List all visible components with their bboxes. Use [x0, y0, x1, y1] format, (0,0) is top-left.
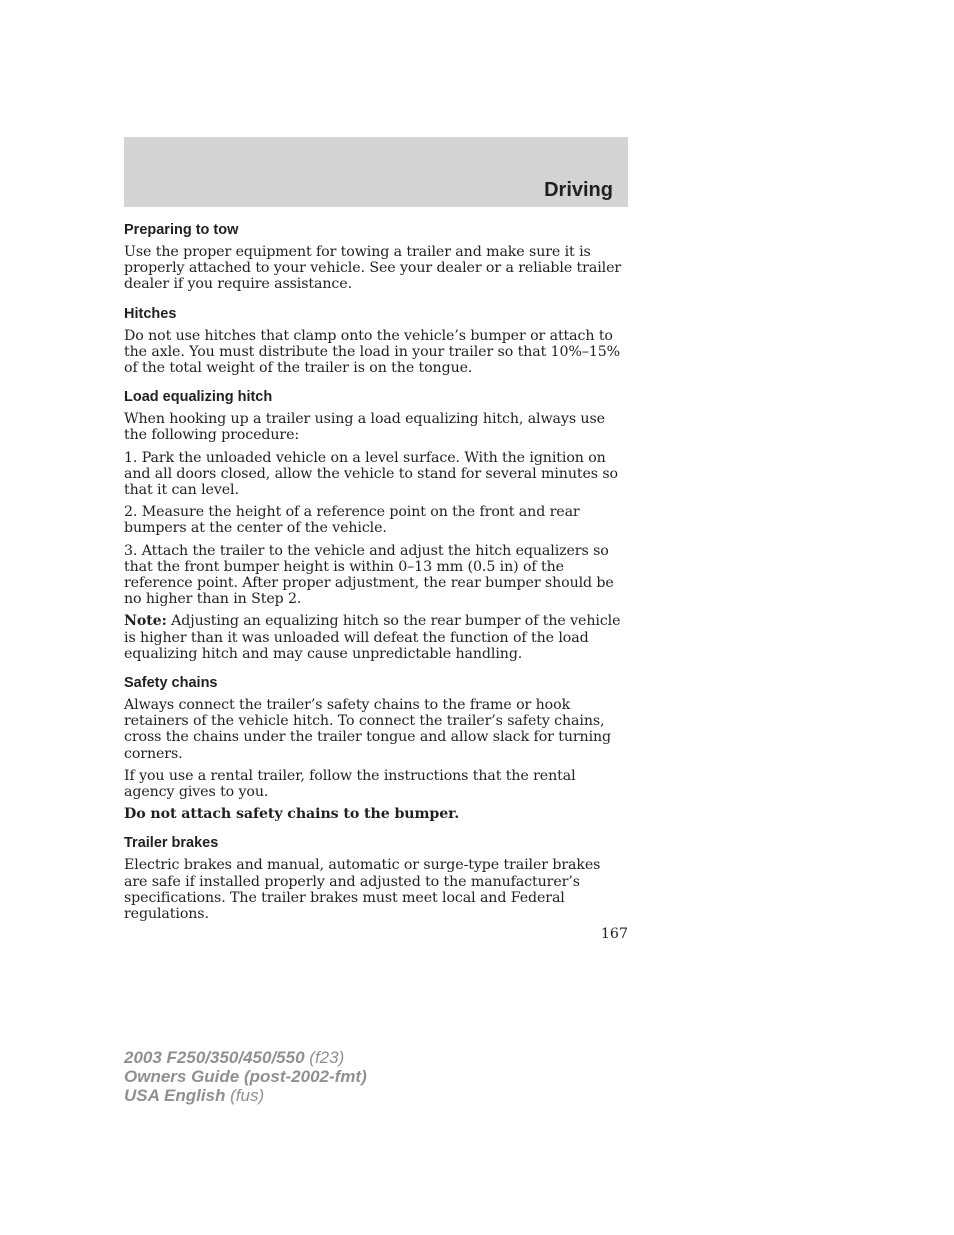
- paragraph: If you use a rental trailer, follow the instructions that the rental agency gives to you.: [124, 767, 576, 801]
- paragraph: Always connect the trailer’s safety chains to the frame or hook retainers of the vehicle hitch. To connect the trailer’s safety chains, cross the chains under the trailer tongue and allow slack for turning corners.: [124, 697, 612, 762]
- section-load-equalizing-hitch: [124, 388, 628, 662]
- heading-trailer-brakes: Trailer brakes: [124, 835, 219, 852]
- step-3: 3. Attach the trailer to the vehicle and adjust the hitch equalizers so that the front bumper height is within 0–13 mm (0.5 in) of the reference point. After proper adjustment, the rear bumper should be no higher than in Step 2.: [124, 542, 614, 608]
- paragraph: Use the proper equipment for towing a trailer and make sure it is properly attached to your vehicle. See your dealer or a reliable trailer dealer if you require assistance.: [124, 244, 622, 293]
- section-preparing-to-tow: [124, 221, 628, 293]
- note-text: Adjusting an equalizing hitch so the rear bumper of the vehicle is higher than it was unloaded will defeat the function of the load equalizing hitch and may cause unpredictable handling.: [124, 613, 621, 662]
- note-label: Note:: [124, 613, 167, 630]
- section-safety-chains: [124, 674, 628, 822]
- page-content: [124, 221, 628, 934]
- warning-text: Do not attach safety chains to the bumper.: [124, 806, 460, 823]
- footer-line-1: 2003 F250/350/450/550 (f23): [124, 1048, 345, 1067]
- heading-load-equalizing-hitch: Load equalizing hitch: [124, 389, 273, 406]
- chapter-title: Driving: [544, 179, 613, 201]
- step-2: 2. Measure the height of a reference point on the front and rear bumpers at the center of the vehicle.: [124, 504, 580, 537]
- paragraph: Electric brakes and manual, automatic or surge-type trailer brakes are safe if installed properly and adjusted to the manufacturer’s specifications. The trailer brakes must meet local and Federal regulations.: [124, 857, 601, 923]
- paragraph: When hooking up a trailer using a load equalizing hitch, always use the following procedure:: [124, 411, 605, 444]
- paragraph: Do not use hitches that clamp onto the vehicle’s bumper or attach to the axle. You must distribute the load in your trailer so that 10%–15% of the total weight of the trailer is on the tongue.: [124, 327, 621, 377]
- section-hitches: [124, 305, 628, 377]
- chapter-header: [124, 137, 628, 207]
- footer-line-3: USA English (fus): [124, 1086, 265, 1105]
- note: [124, 613, 628, 662]
- heading-safety-chains: Safety chains: [124, 675, 218, 692]
- document-footer: [124, 1048, 367, 1105]
- heading-hitches: Hitches: [124, 305, 177, 322]
- step-1: 1. Park the unloaded vehicle on a level surface. With the ignition on and all doors closed, allow the vehicle to stand for several minutes so that it can level.: [124, 449, 618, 499]
- page-number: 167: [600, 926, 628, 942]
- footer-line-2: Owners Guide (post-2002-fmt): [124, 1067, 367, 1086]
- heading-preparing-to-tow: Preparing to tow: [124, 222, 239, 238]
- section-trailer-brakes: [124, 834, 628, 922]
